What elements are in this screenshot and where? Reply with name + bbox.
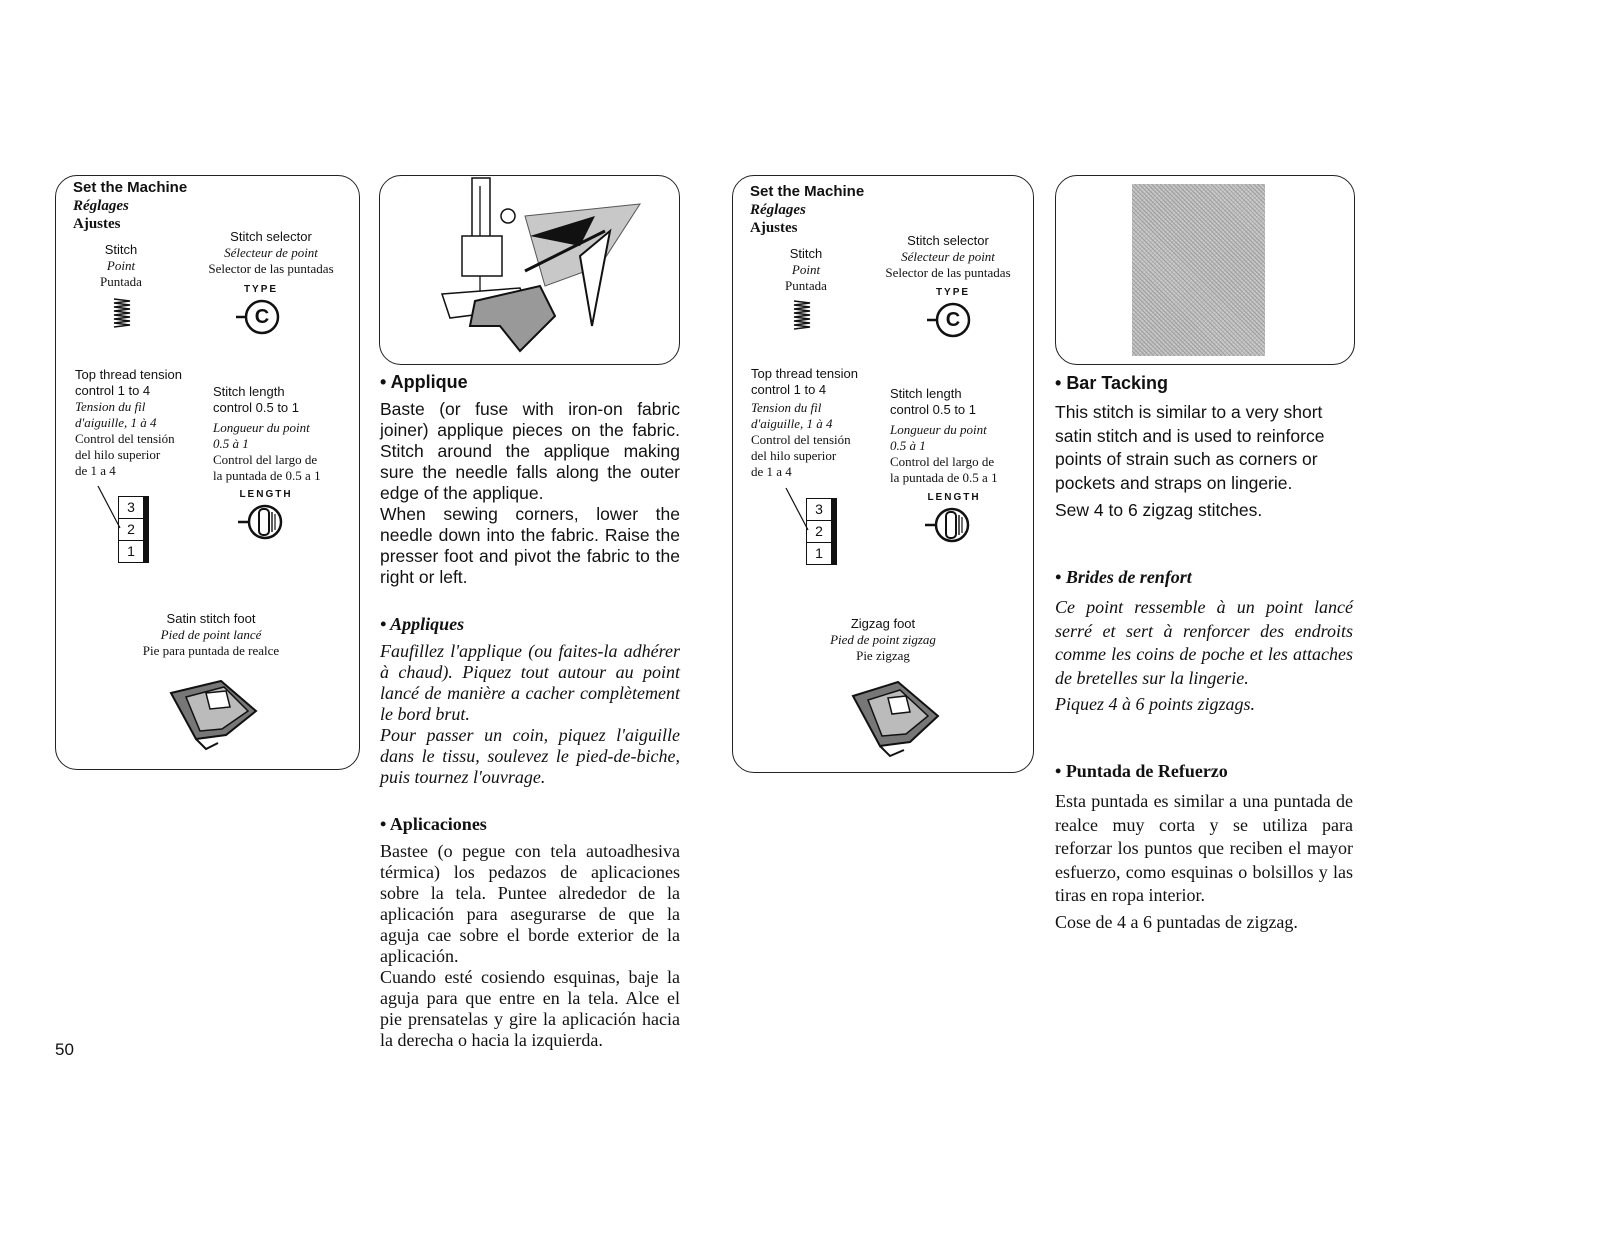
left-foot-label: Satin stitch foot Pied de point lancé Pie para puntada de realce: [142, 611, 280, 658]
dial-number-1: 1: [127, 543, 135, 559]
length-dial-icon: [921, 504, 981, 546]
heading-es: Ajustes: [750, 220, 798, 236]
applique-fr-paragraph-1: Faufillez l'applique (ou faites-la adhérer à chaud). Piquez tout autour au point lancé de manière a cacher complètement le bord brut.: [380, 641, 680, 724]
right-tension-label: Top thread tension control 1 to 4 Tension du fil d'aiguille, 1 à 4 Control del tensión del hilo superior de 1 a 4: [751, 366, 858, 479]
right-foot-label: Zigzag foot Pied de point zigzag Pie zigzag: [830, 616, 936, 663]
left-stitch-selector-label: Stitch selector Sélecteur de point Selector de las puntadas: [208, 229, 334, 276]
length-dial-icon: [234, 501, 294, 543]
applique-es-paragraph-2: Cuando esté cosiendo esquinas, baje la aguja para que entre en la tela. Alce el pie prensatelas y gire la aplicación hacia la derecha o hacia la izquierda.: [380, 967, 680, 1050]
bar-tacking-illustration-panel: [1055, 175, 1355, 365]
left-stitch-label: Stitch Point Puntada: [100, 242, 142, 289]
dial-number-3: 3: [807, 499, 831, 521]
heading-en: Set the Machine: [73, 179, 188, 196]
type-letter: C: [254, 306, 270, 328]
length-label: LENGTH: [927, 492, 981, 503]
right-stitch-label: Stitch Point Puntada: [785, 246, 827, 293]
bar-tacking-section: [1055, 373, 1353, 933]
right-stitch-selector-label: Stitch selector Sélecteur de point Selector de las puntadas: [885, 233, 1011, 280]
applique-sewing-illustration: [380, 176, 680, 364]
applique-en-paragraph-1: Baste (or fuse with iron-on fabric joiner) applique pieces on the fabric. Stitch around the applique making sure the needle falls along the outer edge of the applique.: [380, 399, 680, 503]
bar-tacking-en-paragraph-1: This stitch is similar to a very short satin stitch and is used to reinforce points of strain such as corners or pockets and straps on lingerie.: [1055, 402, 1325, 493]
bar-tacking-es-paragraph-1: Esta puntada es similar a una puntada de realce muy corta y se utiliza para reforzar los puntos que reciben el mayor esfuerzo, como esquinas o bolsillos y las tiras en ropa interior.: [1055, 791, 1353, 905]
applique-en-title: • Applique: [380, 372, 680, 393]
applique-illustration-panel: [379, 175, 680, 365]
left-settings-panel: [55, 175, 360, 770]
dial-number-3: 3: [119, 497, 143, 519]
heading-fr: Réglages: [73, 198, 129, 214]
tension-dial-icon: [806, 498, 837, 565]
type-label: TYPE: [243, 284, 279, 295]
type-letter: C: [945, 309, 961, 331]
bar-tacking-fr-title: • Brides de renfort: [1055, 567, 1353, 588]
applique-fr-title: • Appliques: [380, 614, 680, 635]
dial-number-1: 1: [815, 545, 823, 561]
heading-fr: Réglages: [750, 202, 806, 218]
left-set-machine-heading: [73, 179, 187, 233]
bar-tacking-en-paragraph-2: Sew 4 to 6 zigzag stitches.: [1055, 500, 1263, 520]
satin-stitch-foot-icon: [166, 673, 266, 753]
tension-dial-icon: [118, 496, 149, 563]
applique-es-title: • Aplicaciones: [380, 814, 680, 835]
bar-tacking-fr-paragraph-2: Piquez 4 à 6 points zigzags.: [1055, 694, 1256, 714]
left-length-label: Stitch length control 0.5 to 1 Longueur du point 0.5 à 1 Control del largo de la puntada de 0.5 a 1: [213, 384, 321, 483]
pointer-line-icon: [96, 484, 126, 534]
bar-tacking-es-paragraph-2: Cose de 4 a 6 puntadas de zigzag.: [1055, 911, 1298, 932]
dial-number-2: 2: [807, 521, 831, 543]
applique-fr-paragraph-2: Pour passer un coin, piquez l'aiguille dans le tissu, soulevez le pied-de-biche, puis tournez l'ouvrage.: [380, 725, 680, 787]
applique-es-paragraph-1: Bastee (o pegue con tela autoadhesiva térmica) los pedazos de aplicaciones sobre la tela. Puntee alrededor de la aplicación para asegurarse de que la aguja cae sobre el borde exterior de la aplicación.: [380, 841, 680, 966]
satin-stitch-icon: [111, 296, 133, 330]
dial-number-2: 2: [119, 519, 143, 541]
type-label: TYPE: [935, 287, 971, 298]
applique-section: [380, 372, 680, 1051]
right-length-label: Stitch length control 0.5 to 1 Longueur du point 0.5 à 1 Control del largo de la puntada de 0.5 a 1: [890, 386, 998, 485]
bar-tacking-es-title: • Puntada de Refuerzo: [1055, 761, 1353, 782]
bar-tacking-fabric-image: [1132, 184, 1265, 356]
pointer-line-icon: [784, 486, 814, 536]
zigzag-foot-icon: [848, 676, 948, 761]
bar-tacking-fr-paragraph-1: Ce point ressemble à un point lancé serré et sert à renforcer des endroits comme les coins de poche et les attaches de bretelles sur la lingerie.: [1055, 597, 1353, 688]
left-tension-label: Top thread tension control 1 to 4 Tension du fil d'aiguille, 1 à 4 Control del tensión del hilo superior de 1 a 4: [75, 367, 182, 478]
applique-en-paragraph-2: When sewing corners, lower the needle down into the fabric. Raise the presser foot and pivot the fabric to the right or left.: [380, 504, 680, 587]
page-number: 50: [55, 1040, 74, 1059]
heading-en: Set the Machine: [750, 183, 865, 200]
bar-tacking-en-title: • Bar Tacking: [1055, 373, 1353, 394]
length-label: LENGTH: [239, 489, 293, 500]
zigzag-stitch-icon: [791, 298, 813, 332]
right-set-machine-heading: [750, 183, 864, 237]
right-settings-panel: [732, 175, 1034, 773]
heading-es: Ajustes: [73, 216, 121, 232]
